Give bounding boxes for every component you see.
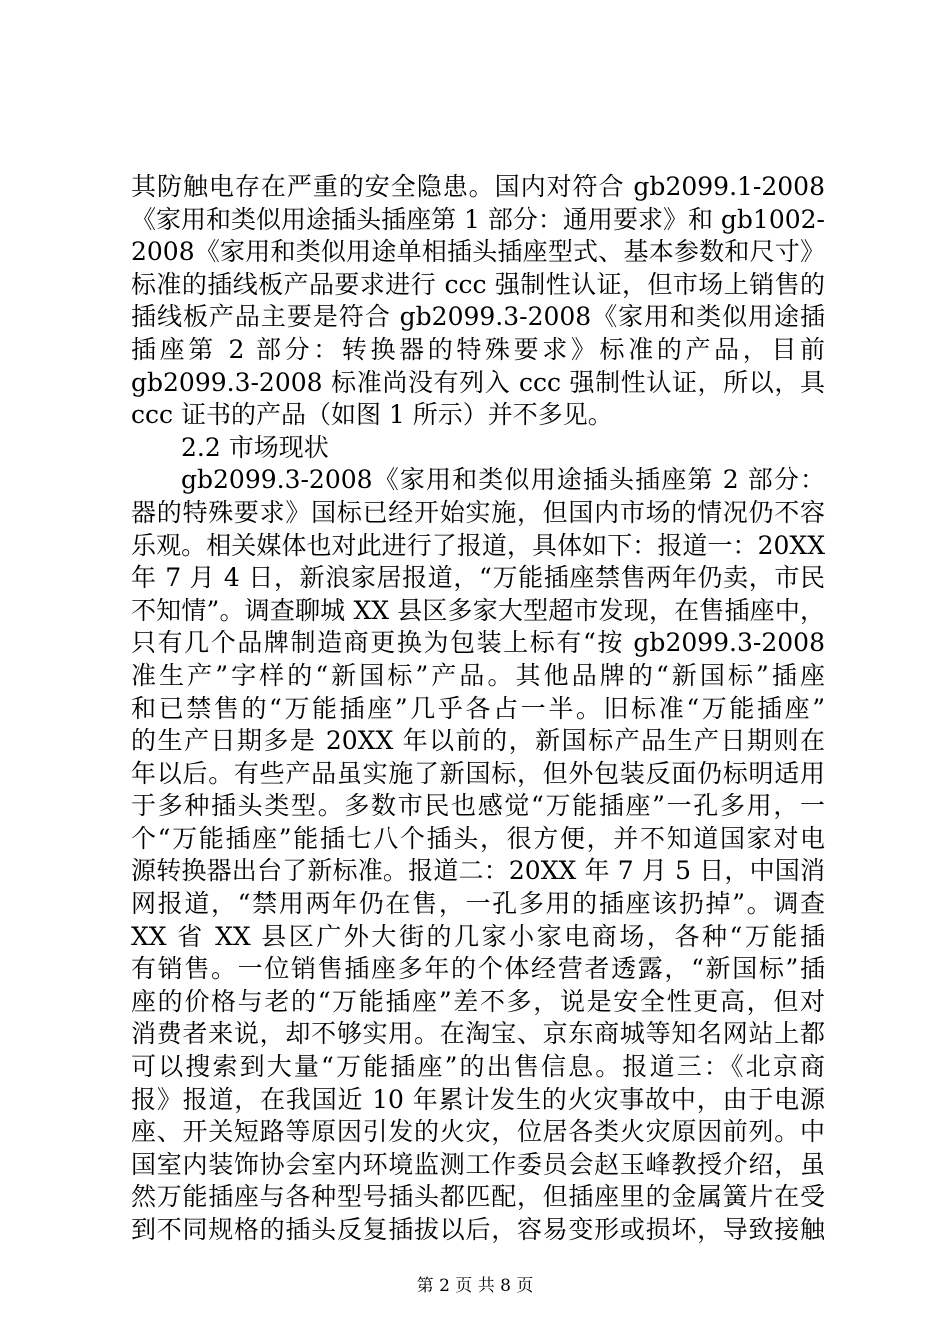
text-line: 插线板产品主要是符合 gb2099.3-2008《家用和类似用途插 (131, 302, 825, 332)
text-line: 插座第 2 部分：转换器的特殊要求》标准的产品，目前 (131, 334, 825, 364)
text-line: 有销售。一位销售插座多年的个体经营者透露，“新国标”插 (131, 954, 825, 984)
page-number-footer: 第 2 页 共 8 页 (416, 1276, 534, 1296)
text-line: 到不同规格的插头反复插拔以后，容易变形或损坏，导致接触 (131, 1215, 825, 1244)
text-line: 座的价格与老的“万能插座”差不多，说是安全性更高，但对 (131, 986, 825, 1016)
text-line: 个“万能插座”能插七八个插头，很方便，并不知道国家对电 (131, 823, 825, 853)
text-line: 年 7 月 4 日，新浪家居报道，“万能插座禁售两年仍卖，市民 (131, 563, 825, 593)
text-line: 可以搜索到大量“万能插座”的出售信息。报道三：《北京商 (131, 1052, 825, 1082)
text-line: 年以后。有些产品虽实施了新国标，但外包装反面仍标明适用 (131, 758, 825, 788)
text-line: 准生产”字样的“新国标”产品。其他品牌的“新国标”插座 (131, 660, 825, 690)
text-line: 2008《家用和类似用途单相插头插座型式、基本参数和尺寸》 (131, 237, 825, 267)
text-line: 源转换器出台了新标准。报道二：20XX 年 7 月 5 日，中国消 (131, 856, 825, 886)
text-line: 报》报道，在我国近 10 年累计发生的火灾事故中，由于电源 (131, 1084, 825, 1114)
text-line: gb2099.3-2008 标准尚没有列入 ccc 强制性认证，所以，具 (131, 367, 825, 397)
text-line: 《家用和类似用途插头插座第 1 部分：通用要求》和 gb1002- (131, 204, 825, 234)
text-line: 国室内装饰协会室内环境监测工作委员会赵玉峰教授介绍，虽 (131, 1149, 825, 1179)
text-line: gb2099.3-2008《家用和类似用途插头插座第 2 部分： (181, 465, 825, 495)
text-line: 标准的插线板产品要求进行 ccc 强制性认证，但市场上销售的 (131, 269, 825, 299)
text-line: 的生产日期多是 20XX 年以前的，新国标产品生产日期则在 (131, 726, 825, 756)
text-line: 网报道，“禁用两年仍在售，一孔多用的插座该扔掉”。调查 (131, 889, 825, 919)
text-line: 于多种插头类型。多数市民也感觉“万能插座”一孔多用，一 (131, 791, 825, 821)
text-line: 其防触电存在严重的安全隐患。国内对符合 gb2099.1-2008 (131, 172, 825, 201)
text-line: 座、开关短路等原因引发的火灾，位居各类火灾原因前列。中 (131, 1117, 825, 1147)
text-line: XX 省 XX 县区广外大街的几家小家电商场，各种“万能插 (131, 921, 825, 951)
text-line: 和已禁售的“万能插座”几乎各占一半。旧标准“万能插座” (131, 693, 825, 723)
section-heading: 2.2 市场现状 (181, 432, 329, 462)
text-line: 乐观。相关媒体也对此进行了报道，具体如下：报道一：20XX (131, 530, 825, 560)
text-line: 器的特殊要求》国标已经开始实施，但国内市场的情况仍不容 (131, 497, 825, 527)
text-line: 不知情”。调查聊城 XX 县区多家大型超市发现，在售插座中， (131, 595, 825, 625)
text-line: ccc 证书的产品（如图 1 所示）并不多见。 (131, 400, 613, 430)
document-body (131, 171, 825, 1247)
text-line: 只有几个品牌制造商更换为包装上标有“按 gb2099.3-2008 (131, 628, 825, 658)
text-line: 消费者来说，却不够实用。在淘宝、京东商城等知名网站上都 (131, 1019, 825, 1049)
text-line: 然万能插座与各种型号插头都匹配，但插座里的金属簧片在受 (131, 1182, 825, 1212)
